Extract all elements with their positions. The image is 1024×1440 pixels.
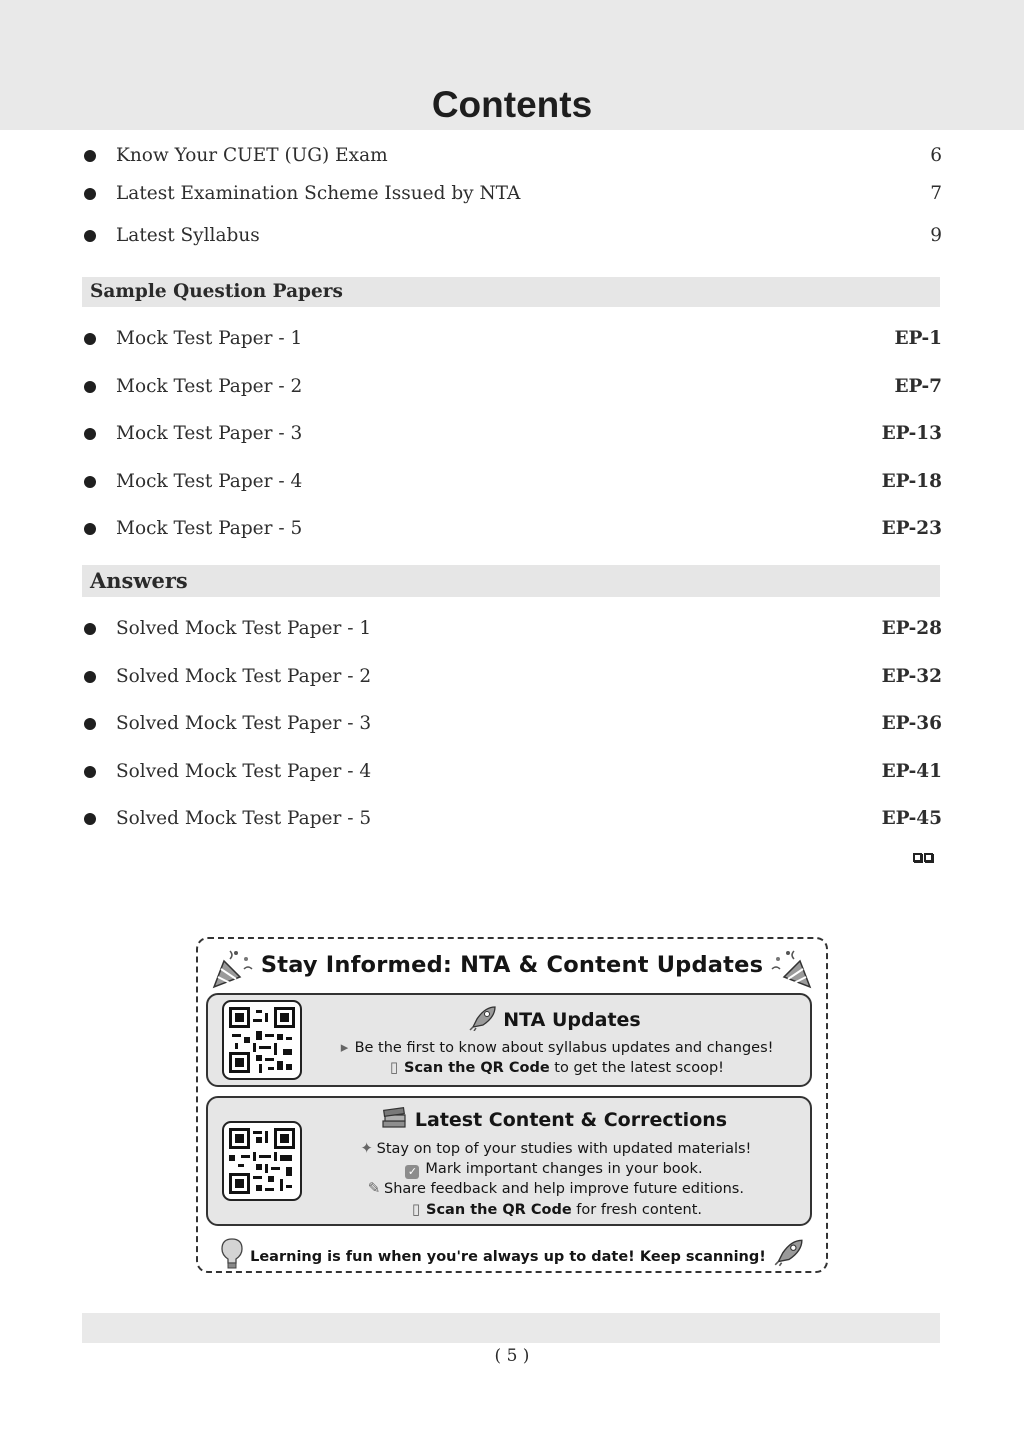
- content-panel-line-4-text: for fresh content.: [571, 1202, 702, 1218]
- toc-entry[interactable]: [82, 614, 942, 644]
- end-mark-icon: [913, 853, 933, 862]
- section-header-answers: [82, 565, 940, 597]
- toc-entry[interactable]: [82, 467, 942, 497]
- nta-panel-heading: [298, 1005, 810, 1033]
- toc-entry-label: Mock Test Paper - 1: [116, 328, 303, 349]
- toc-entry[interactable]: [82, 372, 942, 402]
- scan-qr-emphasis: Scan the QR Code: [426, 1202, 572, 1218]
- toc-entry-page: EP-13: [881, 423, 942, 444]
- check-icon: ✓: [405, 1165, 419, 1179]
- memo-icon: ✎: [367, 1179, 381, 1197]
- toc-entry[interactable]: [82, 141, 942, 171]
- footer-band: [82, 1313, 940, 1343]
- bullet-icon: [84, 523, 96, 535]
- content-corrections-panel: [206, 1096, 812, 1226]
- content-panel-line-2: [298, 1159, 810, 1179]
- bullet-icon: [84, 476, 96, 488]
- toc-entry-page: EP-45: [881, 808, 942, 829]
- toc-entry[interactable]: [82, 804, 942, 834]
- toc-entry[interactable]: [82, 514, 942, 544]
- updates-footer-text: Learning is fun when you're always up to date! Keep scanning!: [250, 1249, 766, 1265]
- toc-entry[interactable]: [82, 709, 942, 739]
- bullet-icon: [84, 150, 96, 162]
- bullet-icon: [84, 766, 96, 778]
- toc-entry-page: EP-28: [881, 618, 942, 639]
- qr-code-graphic: [229, 1128, 295, 1194]
- section-header-sample-papers: [82, 277, 940, 307]
- toc-entry-page: EP-32: [881, 666, 942, 687]
- nta-panel-heading-text: NTA Updates: [503, 1009, 641, 1031]
- toc-entry-page: EP-1: [894, 328, 942, 349]
- bullet-icon: [84, 813, 96, 825]
- toc-entry-page: EP-7: [894, 376, 942, 397]
- section-heading: Sample Question Papers: [90, 281, 343, 302]
- books-icon: [381, 1106, 409, 1130]
- toc-entry-label: Solved Mock Test Paper - 5: [116, 808, 372, 829]
- rocket-icon: [467, 1005, 497, 1031]
- toc-entry-label: Solved Mock Test Paper - 2: [116, 666, 372, 687]
- content-panel-line-3: [298, 1178, 810, 1199]
- updates-title: Stay Informed: NTA & Content Updates: [260, 952, 764, 978]
- updates-box: [196, 937, 828, 1273]
- toc-entry-label: Latest Examination Scheme Issued by NTA: [116, 183, 521, 204]
- nta-updates-panel: [206, 993, 812, 1087]
- toc-entry-page: 9: [930, 225, 942, 246]
- toc-entry-label: Mock Test Paper - 2: [116, 376, 303, 397]
- toc-entry-label: Mock Test Paper - 3: [116, 423, 303, 444]
- bullet-icon: [84, 718, 96, 730]
- page-number: ( 5 ): [494, 1346, 530, 1366]
- toc-entry[interactable]: [82, 662, 942, 692]
- content-panel-heading: [298, 1106, 810, 1133]
- qr-code-icon[interactable]: [222, 1121, 302, 1201]
- page-title: Contents: [431, 84, 593, 125]
- scan-qr-emphasis: Scan the QR Code: [404, 1060, 550, 1076]
- toc-entry[interactable]: [82, 221, 942, 251]
- toc-entry[interactable]: [82, 757, 942, 787]
- toc-entry-page: EP-36: [881, 713, 942, 734]
- bullet-icon: [84, 381, 96, 393]
- toc-entry-label: Solved Mock Test Paper - 1: [116, 618, 372, 639]
- toc-entry-label: Solved Mock Test Paper - 4: [116, 761, 372, 782]
- toc-entry[interactable]: [82, 419, 942, 449]
- phone-icon: ▯: [389, 1058, 399, 1076]
- phone-icon: ▯: [411, 1200, 421, 1218]
- bullet-icon: [84, 428, 96, 440]
- toc-entry-label: Mock Test Paper - 5: [116, 518, 303, 539]
- megaphone-icon: ▸: [340, 1038, 349, 1056]
- content-panel-heading-text: Latest Content & Corrections: [414, 1109, 728, 1131]
- lightbulb-icon: [220, 1237, 244, 1271]
- toc-entry-page: 7: [930, 183, 942, 204]
- toc-entry-page: EP-41: [881, 761, 942, 782]
- qr-code-icon[interactable]: [222, 1000, 302, 1080]
- nta-panel-line-2: [298, 1057, 810, 1078]
- qr-code-graphic: [229, 1007, 295, 1073]
- content-panel-line-1: [298, 1138, 810, 1159]
- nta-panel-line-1-text: Be the first to know about syllabus updates and changes!: [354, 1040, 774, 1056]
- content-panel-line-2-text: Mark important changes in your book.: [425, 1161, 703, 1177]
- content-panel-line-4: [298, 1199, 810, 1220]
- toc-entry-label: Mock Test Paper - 4: [116, 471, 303, 492]
- bullet-icon: [84, 671, 96, 683]
- toc-entry[interactable]: [82, 324, 942, 354]
- rocket-icon: [772, 1237, 804, 1267]
- updates-footer: [198, 1237, 826, 1271]
- bullet-icon: [84, 623, 96, 635]
- toc-entry-page: 6: [930, 145, 942, 166]
- content-panel-line-1-text: Stay on top of your studies with updated materials!: [376, 1141, 752, 1157]
- bullet-icon: [84, 230, 96, 242]
- toc-entry-label: Latest Syllabus: [116, 225, 260, 246]
- section-heading: Answers: [90, 568, 188, 593]
- content-panel-line-3-text: Share feedback and help improve future editions.: [384, 1181, 744, 1197]
- bullet-icon: [84, 188, 96, 200]
- toc-entry-label: Solved Mock Test Paper - 3: [116, 713, 372, 734]
- sparkles-icon: ✦: [360, 1139, 373, 1157]
- toc-entry-page: EP-23: [881, 518, 942, 539]
- toc-entry-page: EP-18: [881, 471, 942, 492]
- nta-panel-line-2-text: to get the latest scoop!: [549, 1060, 724, 1076]
- bullet-icon: [84, 333, 96, 345]
- toc-entry-label: Know Your CUET (UG) Exam: [116, 145, 388, 166]
- nta-panel-line-1: [298, 1037, 810, 1058]
- toc-entry[interactable]: [82, 179, 942, 209]
